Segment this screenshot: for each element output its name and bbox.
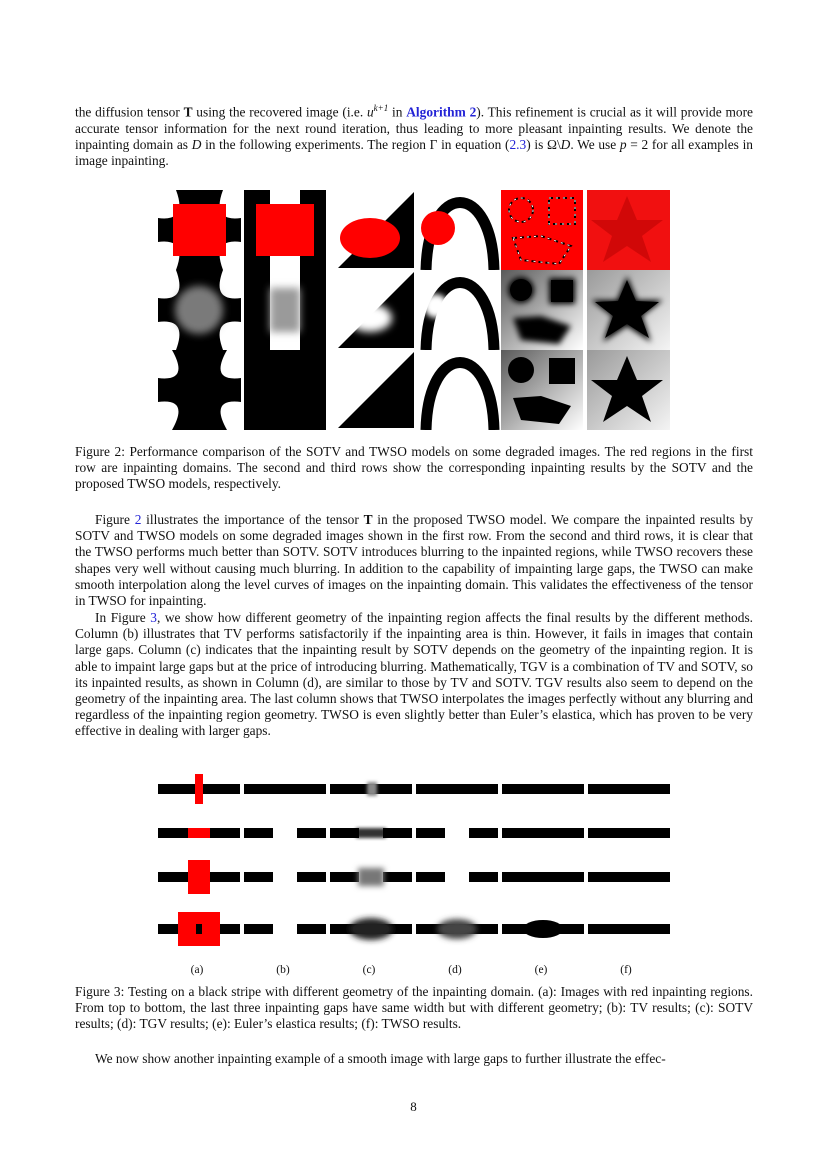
tensor-symbol: T	[183, 104, 193, 120]
equation-link[interactable]: 2.3	[509, 136, 527, 152]
fig3-row2	[158, 828, 670, 838]
math-u: u	[366, 104, 374, 120]
math-superscript: k+1	[373, 103, 389, 113]
subfigure-label-b: (b)	[276, 964, 290, 976]
page-number: 8	[410, 1099, 417, 1114]
fig2-col5-row2	[501, 270, 583, 350]
text-run: in the following experiments. The region Γ in equation (	[201, 136, 510, 152]
paragraph-figure2-discussion	[75, 512, 753, 609]
text-run: in the proposed TWSO model. We compare the inpainted results by SOTV and TWSO models on some degraded images shown in the first row. From the second and third rows, it is clear that the TWSO performs much better than SOTV. SOTV introduces blurring to the inpainted regions, while TWSO recovers these shapes very well without causing much blurring. In addition to the capability of impainting large gaps, the TWSO can make smooth interpolation along the level curves of images on the inpainting domain. This validates the effectiveness of the tensor in TWSO for inpainting.	[75, 512, 754, 609]
fig2-col2-row3	[244, 350, 326, 430]
text-run: Figure	[95, 512, 135, 527]
text-run: ). This refinement is crucial as it will provide more accurate tensor information for the next round iteration, thus leading to more pleasant inpainting results. We denote the inpainting domain as	[75, 104, 753, 152]
figure-2-image-grid	[158, 190, 670, 430]
fig2-col5-row1	[501, 190, 583, 270]
text-run: illustrates the importance of the tensor	[141, 512, 364, 527]
algorithm-link[interactable]: Algorithm 2	[406, 104, 477, 120]
math-D: D	[560, 136, 571, 152]
fig2-col4-row1	[420, 190, 500, 270]
fig2-col1-row2	[158, 270, 241, 350]
fig2-col3-row1	[336, 190, 416, 270]
subfigure-label-a: (a)	[190, 964, 204, 976]
text-run: . We use	[570, 136, 620, 152]
text-run: in	[388, 104, 407, 120]
fig3-row3	[158, 860, 670, 894]
fig2-col3-row3	[336, 350, 416, 430]
text-run: using the recovered image (i.e.	[192, 104, 367, 120]
paragraph-figure3-discussion	[75, 610, 753, 740]
fig3-row4	[158, 912, 670, 946]
text-run: , we show how different geometry of the inpainting region affects the final results by the different methods. Column (b) illustrates that TV performs satisfactorily if the inpainting area is thin. However, it fails in images that contain large gaps. Column (c) indicates that the inpainting result by SOTV depends on the geometry of the inpainting region. It is able to impaint large gaps but at the price of introducing blurring. Mathematically, TGV is a combination of TV and SOTV, so its inpainted results, as shown in Column (d), are similar to those by TV and SOTV. TGV results also seem to depend on the geometry of the inpainting area. The last column shows that TWSO interpolates the images perfectly without any blurring and regardless of the inpainting region geometry. TWSO is even slightly better than Euler’s elastica, which has proven to be very effective in dealing with larger gaps.	[75, 610, 754, 739]
figure-2-caption: Figure 2: Performance comparison of the SOTV and TWSO models on some degraded images. The red regions in the first row are inpainting domains. The second and third rows show the corresponding inpainting results by the SOTV and the proposed TWSO models, respectively.	[75, 444, 753, 492]
figure-3-image-grid	[158, 770, 670, 954]
text-run: the diffusion tensor	[75, 104, 184, 120]
fig2-col6-row1	[587, 190, 670, 270]
fig2-col2-row2	[244, 270, 326, 350]
figure-3-caption: Figure 3: Testing on a black stripe with different geometry of the inpainting domain. (a): Images with red inpainting regions. From top to bottom, the last three inpainting gaps have same width but with different geometry; (b): TV results; (c): SOTV results; (d): TGV results; (e): Euler’s elastica results; (f): TWSO results.	[75, 984, 753, 1032]
text-run: ) is Ω\	[526, 136, 561, 152]
fig2-col1-row3	[158, 350, 241, 430]
fig2-col4-row3	[420, 350, 500, 430]
fig2-col5-row3	[501, 350, 583, 430]
fig2-col2-row1	[244, 190, 326, 270]
figure-3-link[interactable]: 3	[150, 610, 157, 625]
text-run: In Figure	[95, 610, 151, 625]
fig2-col6-row2	[587, 270, 670, 350]
subfigure-label-d: (d)	[448, 964, 462, 976]
subfigure-label-c: (c)	[362, 964, 376, 976]
math-D: D	[191, 136, 202, 152]
tensor-symbol: T	[363, 512, 373, 527]
fig3-row1	[158, 774, 670, 804]
subfigure-label-f: (f)	[620, 964, 632, 976]
text-run: = 2 for all examples in image inpainting.	[75, 136, 753, 169]
fig2-col3-row2	[336, 270, 416, 350]
paragraph-next: We now show another inpainting example of a smooth image with large gaps to further illustrate the effec-	[95, 1051, 666, 1066]
fig2-col4-row2	[420, 270, 500, 350]
math-p: p	[619, 136, 627, 152]
fig2-col6-row3	[587, 350, 670, 430]
fig2-col1-row1	[158, 190, 241, 270]
subfigure-label-e: (e)	[534, 964, 548, 976]
paragraph-intro	[75, 100, 753, 169]
figure-2-link[interactable]: 2	[134, 512, 142, 527]
